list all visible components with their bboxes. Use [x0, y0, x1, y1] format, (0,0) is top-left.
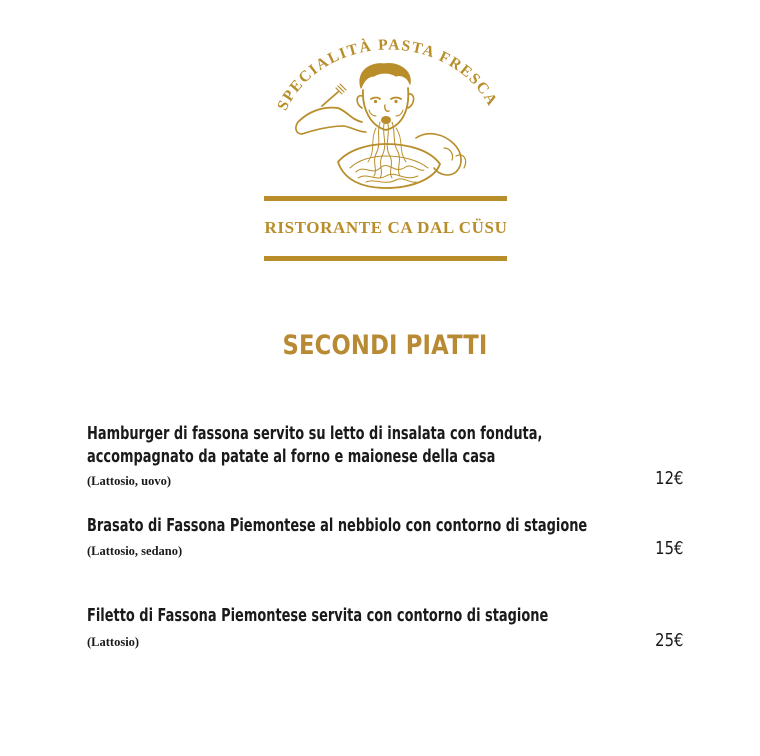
logo-divider-top	[264, 196, 507, 201]
dish-allergens: (Lattosio)	[87, 635, 140, 649]
child-eating-spaghetti-icon	[296, 64, 466, 188]
dish-price: 12€	[654, 468, 683, 489]
dish-description-line: Hamburger di fassona servito su letto di insalata con fonduta,	[87, 424, 543, 444]
dish-price: 15€	[654, 538, 683, 559]
dish-description-line: Brasato di Fassona Piemontese al nebbiolo con contorno di stagione	[87, 516, 588, 536]
logo-divider-bottom	[264, 256, 507, 261]
dish-allergens: (Lattosio, sedano)	[87, 544, 183, 558]
logo-arc-text: SPECIALITÀ PASTA FRESCA	[274, 36, 502, 114]
logo-artwork	[258, 22, 514, 192]
restaurant-name: RISTORANTE CA DAL CÜSU	[264, 218, 508, 237]
dish-price: 25€	[654, 630, 683, 651]
dish-allergens: (Lattosio, uovo)	[87, 474, 172, 488]
dish-description-line: accompagnato da patate al forno e maionese della casa	[87, 447, 496, 467]
section-title: SECONDI PIATTI	[282, 330, 488, 361]
dish-description-line: Filetto di Fassona Piemontese servita con contorno di stagione	[87, 606, 549, 626]
restaurant-logo	[258, 22, 514, 268]
